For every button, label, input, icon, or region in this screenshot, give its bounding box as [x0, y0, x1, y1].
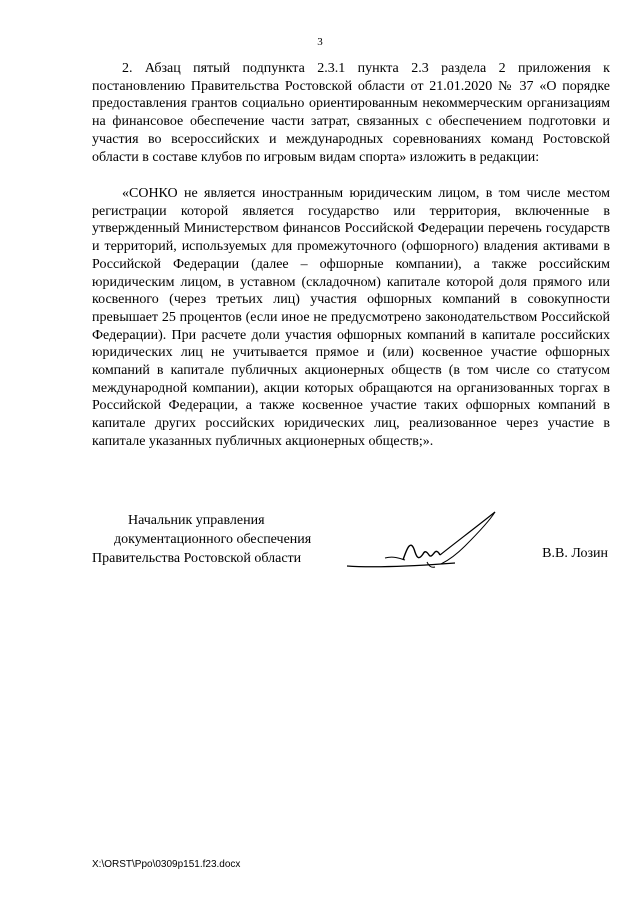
position-line-2: документационного обеспечения: [114, 532, 312, 547]
signature-position-block: [92, 511, 311, 568]
paragraph-new-wording: «СОНКО не является иностранным юридическим лицом, в том числе местом регистрации которой является государство или территория, включенные в утвержденный Министерством финансов Российской Федерации перечень государств и территорий, используемых для промежуточного (офшорного) владения активами в Российской Федерации (далее – офшорные компании), а также российским юридическим лицом, в уставном (складочном) капитале которой доля прямого или косвенного (через третьих лиц) участия офшорных компаний в совокупности превышает 25 процентов (если иное не предусмотрено законодательством Российской Федерации). При расчете доли участия офшорных компаний в капитале российских юридических лиц не учитывается прямое и (или) косвенное участие офшорных компаний в капитале публичных акционерных обществ (в том числе со статусом международной компании), акции которых обращаются на организованных торгах в Российской Федерации, а также косвенное участие таких офшорных компаний в капитале других российских юридических лиц, реализованное через участие в капитале указанных публичных акционерных обществ;».: [92, 186, 610, 449]
position-line-3: Правительства Ростовской области: [92, 551, 302, 566]
handwritten-signature: [345, 508, 505, 578]
position-line-1: Начальник управления: [128, 513, 265, 528]
paragraph-amendment: 2. Абзац пятый подпункта 2.3.1 пункта 2.3 раздела 2 приложения к постановлению Правительства Ростовской области от 21.01.2020 № 37 «О порядке предоставления грантов социально ориентированным некоммерческим организациям на финансовое обеспечение части затрат, связанных с обеспечением подготовки и участия во всероссийских и международных соревнованиях команд Ростовской области в составе клубов по игровым видам спорта» изложить в редакции:: [92, 61, 610, 165]
signer-name: В.В. Лозин: [542, 546, 608, 561]
page-number: 3: [317, 36, 323, 48]
footer-file-path: X:\ORST\Ppo\0309p151.f23.docx: [92, 859, 241, 870]
